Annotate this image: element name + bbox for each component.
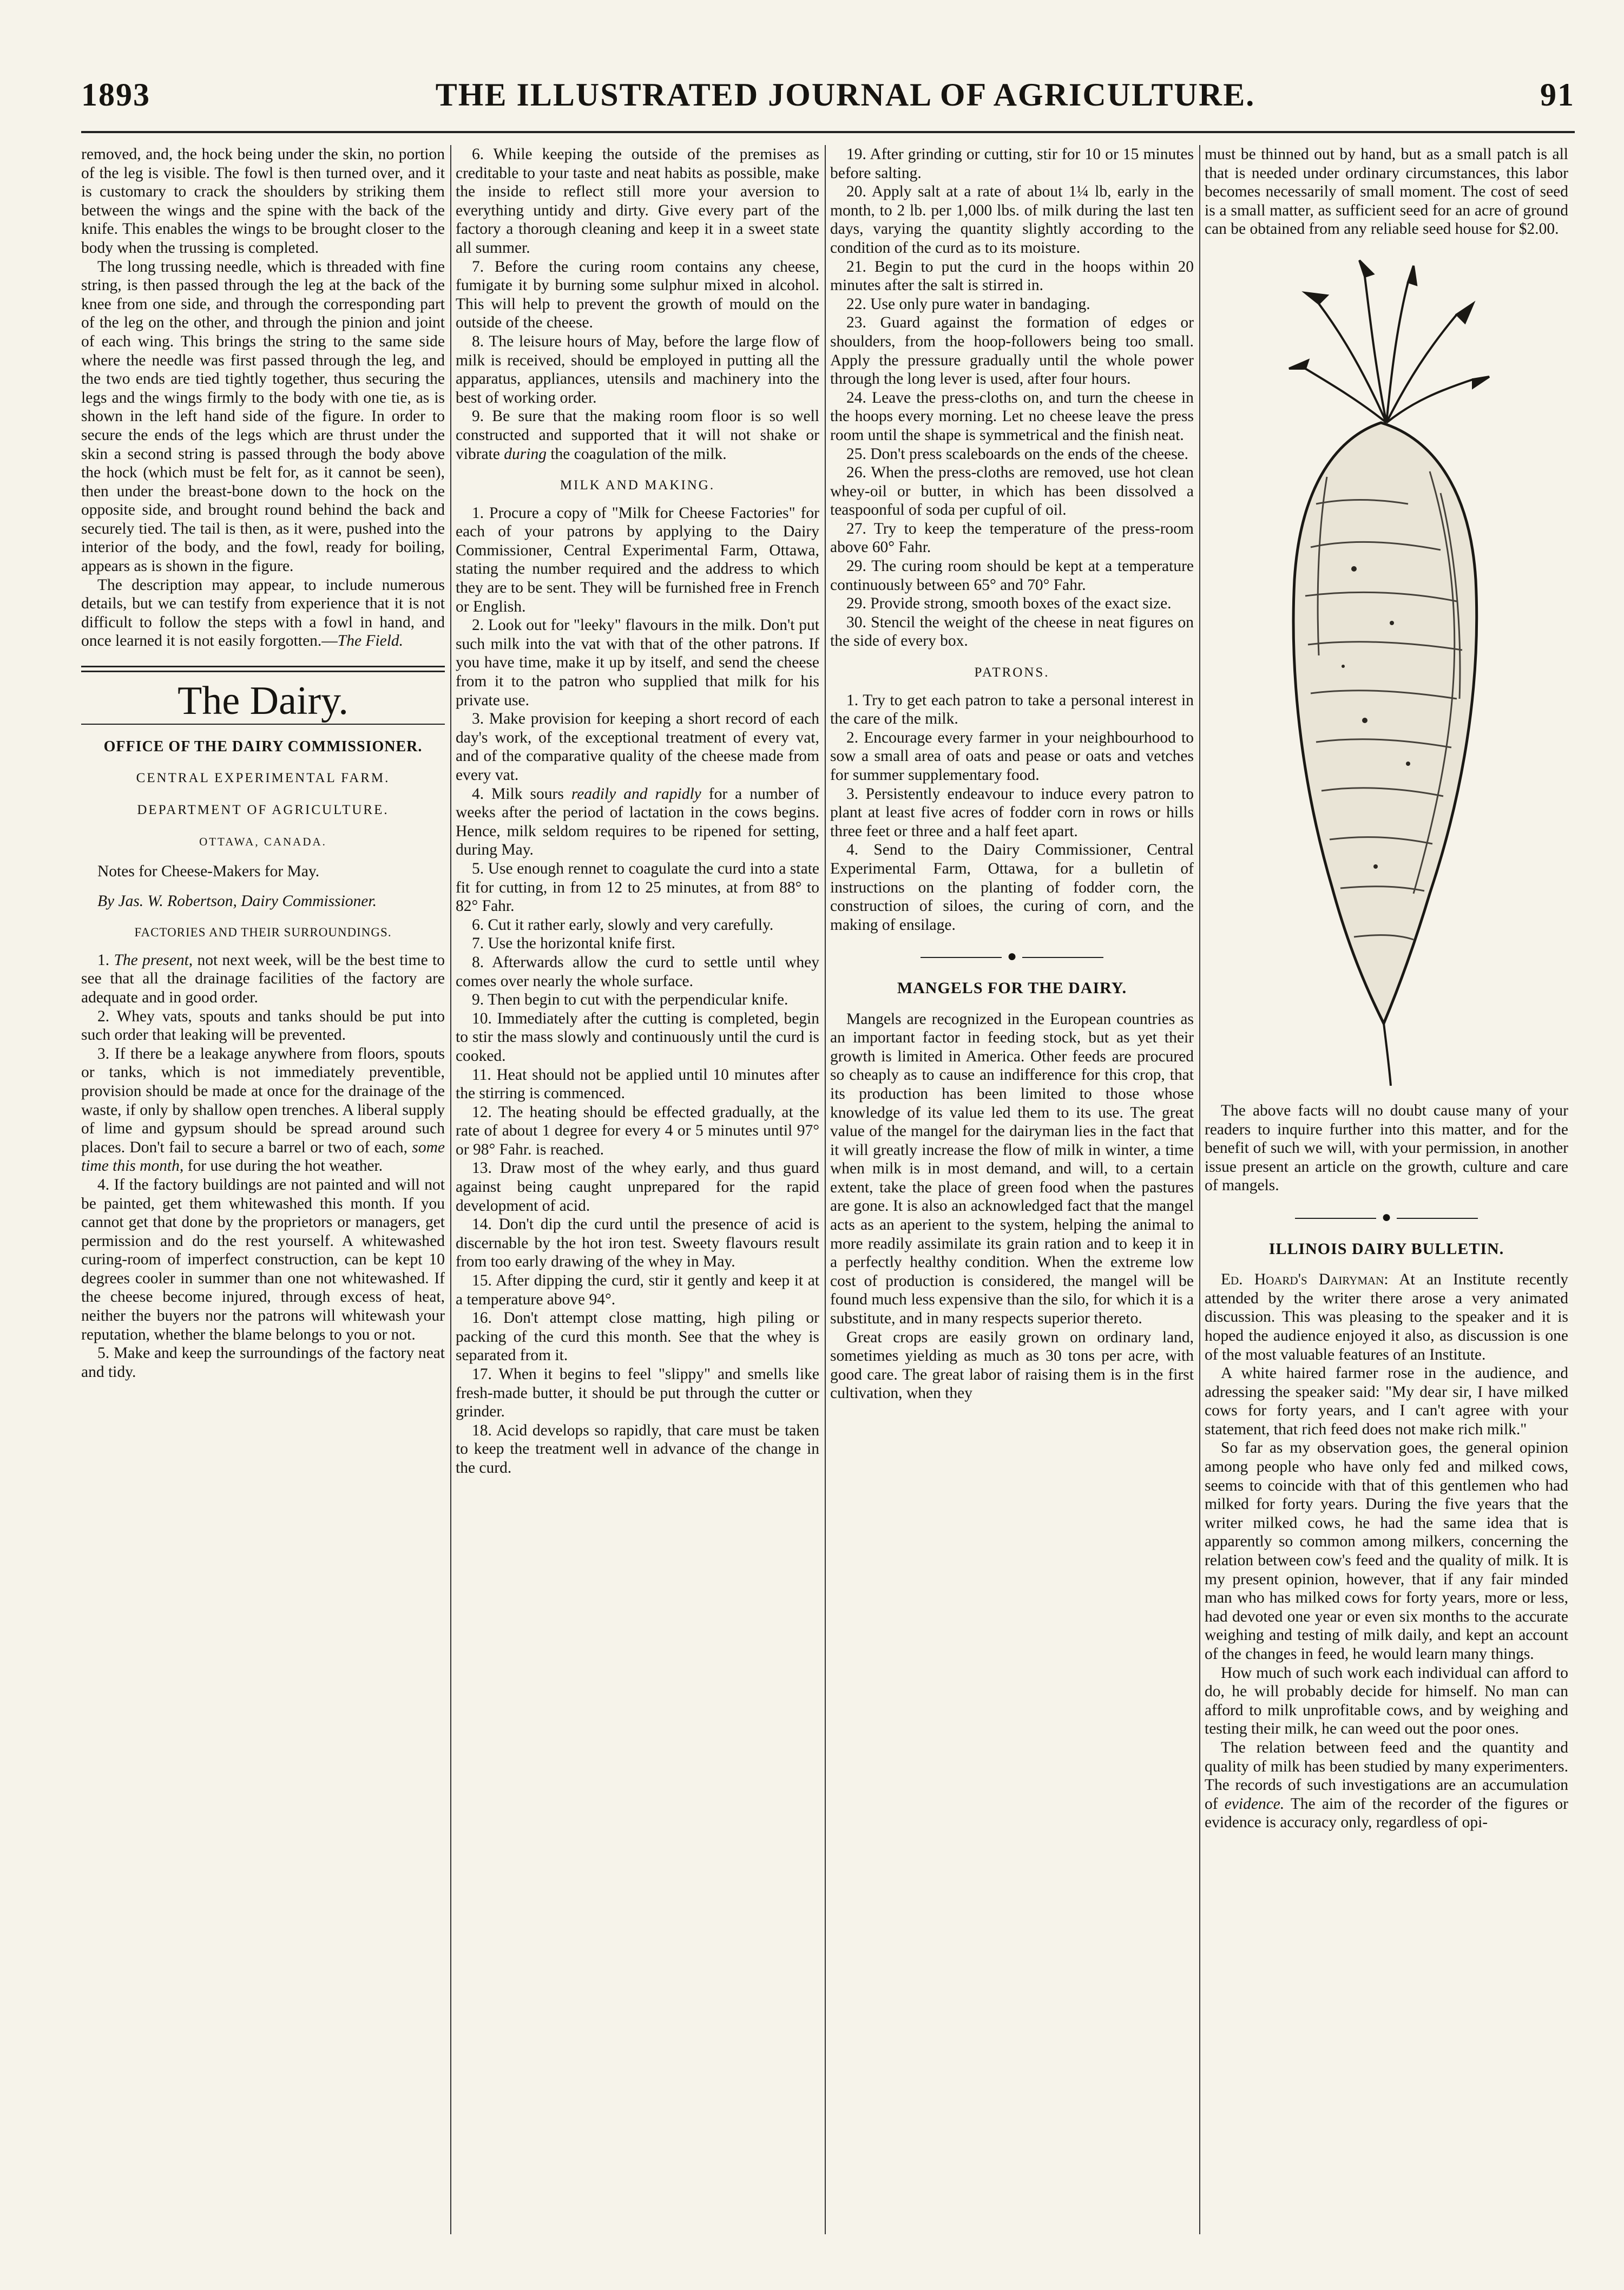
numbered-item: 10. Immediately after the cutting is completed, begin to stir the mass slowly and continuously until the curd is cooked. <box>456 1009 819 1065</box>
paragraph: How much of such work each individual can afford to do, he will probably decide for himself. No man can afford to milk unprofitable cows, and by weighing and testing their milk, he can weed out the poor ones. <box>1205 1664 1568 1738</box>
salutation: Ed. Hoard's Dairyman <box>1221 1271 1384 1289</box>
article-title: ILLINOIS DAIRY BULLETIN. <box>1268 1239 1504 1258</box>
numbered-item: 17. When it begins to feel "slippy" and smells like fresh-made butter, it should be put through the cutter or grinder. <box>456 1366 819 1421</box>
article-title: MANGELS FOR THE DAIRY. <box>897 979 1127 997</box>
numbered-item <box>456 407 819 463</box>
numbered-item: 22. Use only pure water in bandaging. <box>846 295 1090 313</box>
column-rule <box>825 145 826 2234</box>
numbered-item: 27. Try to keep the temperature of the press-room above 60° Fahr. <box>830 520 1194 556</box>
item-text: not next week, will be the best time to see that all the drainage facilities of the factory are adequate and in good order. <box>81 951 445 1006</box>
numbered-item: 6. While keeping the outside of the premises as creditable to your taste and neat habits as possible, make the inside to reflect still more your aversion to everything untidy and dirty. Give every part of the factory a thorough cleaning and keep it in a sweet state all summer. <box>456 146 819 257</box>
numbered-item: 4. If the factory buildings are not painted and will not be painted, get them whitewashed this month. If you cannot get that done by the proprietors or managers, get permission and do the rest yourself. A whitewashed curing-room of imperfect construction, can be kept 10 degrees cooler in summer than one not whitewashed. If the cheese become injured, through excess of heat, neither the buyers nor the patrons will whitewash your reputation, whether the blame belongs to you or not. <box>81 1176 445 1343</box>
paragraph: The above facts will no doubt cause many of your readers to inquire further into this matter, and for the benefit of such we will, with your permission, in another issue present an article on the growth, culture and care of mangels. <box>1205 1101 1568 1195</box>
emphasis: during <box>504 445 547 463</box>
numbered-item: 19. After grinding or cutting, stir for 10 or 15 minutes before salting. <box>830 146 1194 182</box>
numbered-item: 6. Cut it rather early, slowly and very carefully. <box>472 916 774 934</box>
page-number: 91 <box>1540 76 1575 113</box>
source-citation: The Field. <box>337 632 404 650</box>
numbered-item: 7. Before the curing room contains any cheese, fumigate it by burning some sulphur mixed in alcohol. This will help to prevent the growth of mould on the outside of the cheese. <box>456 258 819 332</box>
numbered-item: 29. Provide strong, smooth boxes of the exact size. <box>846 595 1172 613</box>
numbered-item: 12. The heating should be effected gradually, at the rate of about 1 degree for every 4 or 5 minutes until 97° or 98° Fahr. is reached. <box>456 1103 819 1158</box>
column-2 <box>456 145 819 2229</box>
numbered-item <box>81 951 445 1007</box>
numbered-item: 11. Heat should not be applied until 10 minutes after the stirring is commenced. <box>456 1066 819 1103</box>
section-rule <box>81 724 445 725</box>
emphasis: readily and rapidly <box>571 785 701 803</box>
journal-title: THE ILLUSTRATED JOURNAL OF AGRICULTURE. <box>435 76 1255 113</box>
numbered-item: 16. Don't attempt close matting, high piling or packing of the curd this month. See that the whey is separated from it. <box>456 1309 819 1364</box>
numbered-item: 21. Begin to put the curd in the hoops within 20 minutes after the salt is stirred in. <box>830 258 1194 294</box>
numbered-item: 5. Use enough rennet to coagulate the curd into a state fit for cutting, in from 12 to 25 minutes, at from 88° to 82° Fahr. <box>456 859 819 915</box>
numbered-item: 7. Use the horizontal knife first. <box>472 935 676 953</box>
numbered-item: 1. Procure a copy of "Milk for Cheese Factories" for each of your patrons by applying to the Dairy Commissioner, Central Experimental Farm, Ottawa, stating the number required and the address to which they are to be sent. They will be furnished free in French or English. <box>456 504 819 615</box>
emphasis: The present, <box>114 951 193 969</box>
paragraph-text: The description may appear, to include numerous details, but we can testify from experience that it is not difficult to follow the steps with a fowl in hand, and once learned it is not easily forgotten.— <box>81 576 445 650</box>
numbered-item: 25. Don't press scaleboards on the ends of the cheese. <box>846 445 1189 463</box>
numbered-item: 3. Persistently endeavour to induce every patron to plant at least five acres of fodder corn in rows or hills three feet or three and a half feet apart. <box>830 785 1194 840</box>
subsection-heading: PATRONS. <box>974 665 1050 680</box>
item-text: for a number of weeks after the period of lactation in the cows begins. Hence, milk seldom requires to be ripened for setting, during May. <box>456 785 819 859</box>
item-number: 1. <box>97 951 114 969</box>
paragraph <box>1205 1270 1568 1364</box>
numbered-item: 23. Guard against the formation of edges or shoulders, from the hoop-followers being too small. Apply the pressure gradually until the whole power through the long lever is used, after four hours. <box>830 314 1194 388</box>
numbered-item: 2. Whey vats, spouts and tanks should be put into such order that leaking will be prevented. <box>81 1007 445 1044</box>
paragraph: So far as my observation goes, the general opinion among people who have only fed and milked cows, seems to coincide with that of this gentlemen who had milked for forty years. During the five years that the writer milked cows, he had the same idea that is apparently so common among milkers, concerning the relation between cow's feed and the quality of milk. It is my present opinion, however, that if any fair minded man who has milked cows for forty years, more or less, had devoted one year or even six months to the accurate weighing and testing of milk daily, and kept an account of the changes in feed, he would learn many things. <box>1205 1439 1568 1663</box>
numbered-item: 3. Make provision for keeping a short record of each day's work, of the exceptional treatment of every vat, and of the comparative quality of the cheese made from every vat. <box>456 710 819 784</box>
column-1 <box>81 145 445 2229</box>
numbered-item: 5. Make and keep the surroundings of the factory neat and tidy. <box>81 1344 445 1381</box>
ornament-divider: ● <box>1205 1208 1568 1227</box>
numbered-item: 30. Stencil the weight of the cheese in neat figures on the side of every box. <box>830 613 1194 650</box>
paragraph: Great crops are easily grown on ordinary land, sometimes yielding as much as 30 tons per acre, with good care. The great labor of raising them is in the first cultivation, when they <box>830 1328 1194 1402</box>
numbered-item: 8. The leisure hours of May, before the large flow of milk is received, should be employed in putting all the apparatus, appliances, utensils and machinery into the best of working order. <box>456 332 819 406</box>
byline: By Jas. W. Robertson, Dairy Commissioner. <box>97 892 377 910</box>
numbered-item: 26. When the press-cloths are removed, use hot clean whey-oil or butter, in which has been dissolved a teaspoonful of soda per cupful of oil. <box>830 464 1194 519</box>
paragraph-text: : At an Institute recently attended by the writer there arose a very animated discussion. This was pleasing to the speaker and it is hoped the audience enjoyed it also, as discussion is one of the most valuable features of an Institute. <box>1205 1271 1568 1363</box>
section-rule <box>81 666 445 672</box>
item-text: the coagulation of the milk. <box>546 445 727 463</box>
item-text: 3. If there be a leakage anywhere from floors, spouts or tanks, which is not immediately preventible, provision should be made at once for the drainage of the waste, if only by shallow open trenches. A liberal supply of lime and gypsum should be spread around such places. Don't fail to secure a barrel or two of each, <box>81 1045 445 1156</box>
place-heading: OTTAWA, CANADA. <box>199 835 327 849</box>
farm-heading: CENTRAL EXPERIMENTAL FARM. <box>136 771 390 786</box>
department-heading: DEPARTMENT OF AGRICULTURE. <box>137 802 389 817</box>
numbered-item: 2. Look out for "leeky" flavours in the milk. Don't put such milk into the vat with that of the other patrons. If you have time, make it up by itself, and send the cheese from it to the patron who supplied that milk for his private use. <box>456 616 819 709</box>
numbered-item: 14. Don't dip the curd until the presence of acid is discernable by the hot iron test. Sweety flavours result from too early drawing of the whey in May. <box>456 1216 819 1271</box>
column-rule <box>1199 145 1200 2234</box>
numbered-item: 8. Afterwards allow the curd to settle until whey comes over nearly the whole surface. <box>456 953 819 990</box>
numbered-item <box>81 1045 445 1176</box>
column-rule <box>450 145 451 2234</box>
paragraph <box>1205 1738 1568 1832</box>
year: 1893 <box>81 76 150 113</box>
subsection-heading: MILK AND MAKING. <box>560 478 715 493</box>
numbered-item: 24. Leave the press-cloths on, and turn the cheese in the hoops every morning. Let no cheese leave the press room until the shape is symmetrical and the finish neat. <box>830 389 1194 444</box>
numbered-item <box>456 785 819 859</box>
numbered-item: 18. Acid develops so rapidly, that care must be taken to keep the treatment well in advance of the change in the curd. <box>456 1421 819 1477</box>
page-header <box>81 65 1575 124</box>
header-rule <box>81 131 1575 133</box>
numbered-item: 9. Then begin to cut with the perpendicular knife. <box>472 991 788 1009</box>
column-3 <box>830 145 1194 2229</box>
office-title: OFFICE OF THE DAIRY COMMISSIONER. <box>103 738 423 755</box>
numbered-item: 13. Draw most of the whey early, and thus guard against being caught unprepared for the rapid development of acid. <box>456 1159 819 1215</box>
emphasis: some time this month, <box>81 1138 445 1175</box>
numbered-item: 20. Apply salt at a rate of about 1¼ lb, early in the month, to 2 lb. per 1,000 lbs. of milk during the last ten days, varying the quantity slightly according to the condition of the curd as to its moisture. <box>830 183 1194 257</box>
numbered-item: 4. Send to the Dairy Commissioner, Central Experimental Farm, Ottawa, for a bulletin of instructions on the planting of fodder corn, the construction of siloes, the curing of corn, and the making of ensilage. <box>830 841 1194 934</box>
paragraph: must be thinned out by hand, but as a small patch is all that is needed under ordinary circumstances, this labor becomes necessarily of small moment. The cost of seed is a small matter, as sufficient seed for an acre of ground can be obtained from any reliable seed house for $2.00. <box>1205 146 1568 238</box>
item-text: 4. Milk sours <box>472 785 571 803</box>
mangel-illustration <box>1267 244 1505 1088</box>
paragraph: Mangels are recognized in the European countries as an important factor in feeding stock, but as yet their growth is limited in America. Other feeds are procured so cheaply as to cause an indifference for this crop, that its production has been limited to those whose knowledge of its value led them to its use. The great value of the mangel for the dairyman lies in the fact that it will greatly increase the flow of milk in winter, a time when milk is in most demand, and will, to a certain extent, take the place of green food when the pastures are gone. It is also an acknowledged fact that the mangel acts as an aperient to the system, helping the animal to more readily assimilate its grain ration and to keep it in a perfectly healthy condition. When the extreme low cost of production is considered, the mangel will be found much less expensive than the silo, for which it is a substitute, and in many respects superior thereto. <box>830 1010 1194 1328</box>
numbered-item: 29. The curing room should be kept at a temperature continuously between 65° and 70° Fahr. <box>830 557 1194 594</box>
subsection-heading: FACTORIES AND THEIR SURROUNDINGS. <box>134 926 392 940</box>
notes-title: Notes for Cheese-Makers for May. <box>97 863 320 880</box>
paragraph: A white haired farmer rose in the audience, and adressing the speaker said: "My dear sir, I have milked cows for forty years, and I can't agree with your statement, that rich feed does not make rich milk." <box>1205 1364 1568 1438</box>
numbered-item: 1. Try to get each patron to take a personal interest in the care of the milk. <box>830 691 1194 728</box>
paragraph: The long trussing needle, which is threaded with fine string, is then passed through the leg at the back of the knee from one side, and through the corresponding part of the leg on the other, and through the pinion and joint of each wing. This brings the string to the same side where the needle was first passed through the leg, and the two ends are tied tightly together, thus securing the legs and the wings firmly to the body with one tie, as is shown in the left hand side of the figure. In order to secure the ends of the legs which are thrust under the skin a second string is passed through the body above the hock (which must be felt for, as it cannot be seen), then under the breast-bone down to the hock on the opposite side, and brought round behind the back and securely tied. The tail is then, as it were, pushed into the interior of the body, and the fowl, ready for boiling, appears as is shown in the figure. <box>81 258 445 575</box>
ornament-divider: ● <box>830 947 1194 966</box>
numbered-item: 2. Encourage every farmer in your neighbourhood to sow a small area of oats and pease or oats and vetches for summer supplementary food. <box>830 729 1194 784</box>
item-text: 9. Be sure that the making room floor is so well constructed and supported that it will not shake or vibrate <box>456 408 819 463</box>
paragraph-text: The relation between feed and the quantity and quality of milk has been studied by many experimenters. The records of such investigations are an accumulation of <box>1205 1738 1568 1813</box>
paragraph <box>81 576 445 651</box>
column-4 <box>1205 145 1568 2229</box>
numbered-item: 15. After dipping the curd, stir it gently and keep it at a temperature above 94°. <box>456 1272 819 1308</box>
paragraph-text: The aim of the recorder of the figures or evidence is accuracy only, regardless of opi- <box>1205 1795 1568 1832</box>
paragraph: removed, and, the hock being under the skin, no portion of the leg is visible. The fowl is then turned over, and it is customary to crack the shoulders by striking them between the wings and the spine with the back of the knife. This enables the wings to be brought closer to the body when the trussing is completed. <box>81 146 445 257</box>
section-title: The Dairy. <box>177 679 349 724</box>
item-text: for use during the hot weather. <box>183 1157 383 1175</box>
emphasis: evidence. <box>1224 1795 1285 1813</box>
